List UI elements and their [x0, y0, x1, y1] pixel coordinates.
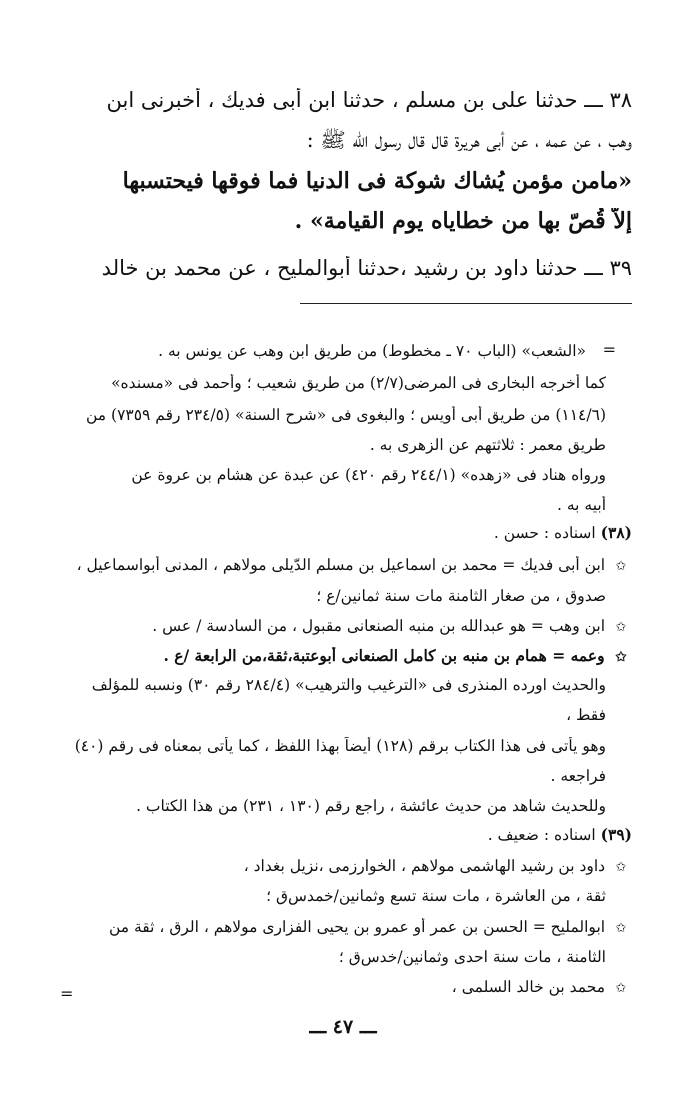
- footnote-divider: [300, 303, 632, 304]
- continuation-mark: =: [602, 340, 616, 359]
- note-line: والحديث اورده المنذرى فى «الترغيب والترهيب» (٢٨٤/٤ رقم ٣٠) ونسبه للمؤلف: [91, 676, 606, 694]
- footnote-line: طريق معمر : ثلاثتهم عن الزهرى به .: [369, 436, 606, 454]
- note-line: وللحديث شاهد من حديث عائشة ، راجع رقم (١٣٠ ، ٢٣١) من هذا الكتاب .: [136, 797, 606, 815]
- hadith-38-matn-2: إلاّ قُصّ بها من خطاياه يوم القيامة» .: [294, 208, 632, 234]
- narrator-text: ابن وهب = هو عبدالله بن منبه الصنعانى مقبول ، من السادسة / عس .: [152, 617, 606, 635]
- star-icon: ✩: [615, 860, 627, 875]
- note-line: فقط ،: [566, 706, 606, 724]
- isnad-grade-text: اسناده : ضعيف .: [487, 826, 596, 844]
- footnote-line: أبيه به .: [556, 496, 606, 514]
- star-icon: ✩: [615, 559, 627, 574]
- hadith-38-line-1: ٣٨ ـــ حدثنا على بن مسلم ، حدثنا ابن أبى فديك ، أخبرنى ابن: [106, 88, 632, 112]
- isnad-38-grade: [46, 524, 632, 543]
- narrator-entry: [46, 978, 632, 997]
- isnad-number: (٣٨): [600, 524, 632, 542]
- star-icon: ✩: [615, 620, 627, 635]
- isnad-number: (٣٩): [600, 826, 632, 844]
- hadith-39-line-1: ٣٩ ـــ حدثنا داود بن رشيد ،حدثنا أبوالمليح ، عن محمد بن خالد: [101, 256, 632, 280]
- star-icon: ✩: [615, 650, 627, 665]
- hadith-38-line-2: وهب ، عن عمه ، عن أبى هريرة قال قال رسول الله ﷺ :: [306, 128, 632, 152]
- footnote-line: «الشعب» (الباب ٧٠ ـ مخطوط) من طريق ابن وهب عن يونس به .: [158, 342, 586, 360]
- narrator-entry: [46, 647, 632, 666]
- narrator-text: محمد بن خالد السلمى ،: [451, 978, 606, 996]
- footnote-line: كما أخرجه البخارى فى المرضى(٢/٧) من طريق شعيب ؛ وأحمد فى «مسنده»: [111, 374, 606, 392]
- narrator-entry: [46, 556, 632, 575]
- footnote-line: ورواه هناد فى «زهده» (٢٤٤/١ رقم ٤٢٠) عن عبدة عن هشام بن عروة عن: [131, 466, 606, 484]
- narrator-text-cont: الثامنة ، مات سنة احدى وثمانين/خدس‌ق ؛: [338, 948, 606, 966]
- note-line: وهو يأتى فى هذا الكتاب برقم (١٢٨) أيضاً بهذا اللفظ ، كما يأتى بمعناه فى رقم (٤٠): [74, 737, 606, 755]
- footnote-line: (١١٤/٦) من طريق أبى أويس ؛ والبغوى فى «شرح السنة» (٢٣٤/٥ رقم ٧٣٥٩) من: [85, 406, 606, 424]
- narrator-text-cont: صدوق ، من صغار الثامنة مات سنة ثمانين/ع ؛: [316, 587, 606, 605]
- hadith-38-matn-1: «مامن مؤمن يُشاك شوكة فى الدنيا فما فوقها فيحتسبها: [122, 168, 632, 194]
- star-icon: ✩: [615, 981, 627, 996]
- narrator-text: وعمه = همام بن منبه بن كامل الصنعانى أبوعتبة،ثقة،من الرابعة /ع .: [163, 647, 605, 665]
- narrator-entry: [46, 857, 632, 876]
- continuation-mark-end: =: [60, 984, 74, 1003]
- narrator-entry: [46, 617, 632, 636]
- page-number: ـــ ٤٧ ـــ: [309, 1016, 377, 1038]
- narrator-text-cont: ثقة ، من العاشرة ، مات سنة تسع وثمانين/خمدس‌ق ؛: [266, 887, 606, 905]
- isnad-39-grade: [46, 826, 632, 845]
- narrator-text: داود بن رشيد الهاشمى مولاهم ، الخوارزمى ،نزيل بغداد ،: [243, 857, 606, 875]
- note-line: فراجعه .: [550, 767, 606, 785]
- isnad-grade-text: اسناده : حسن .: [493, 524, 596, 542]
- star-icon: ✩: [615, 921, 627, 936]
- narrator-text: ابوالمليح = الحسن بن عمر أو عمرو بن يحيى الفزارى مولاهم ، الرق ، ثقة من: [108, 918, 606, 936]
- narrator-entry: [46, 918, 632, 937]
- narrator-text: ابن أبى فديك = محمد بن اسماعيل بن مسلم الدّيلى مولاهم ، المدنى أبواسماعيل ،: [76, 556, 606, 574]
